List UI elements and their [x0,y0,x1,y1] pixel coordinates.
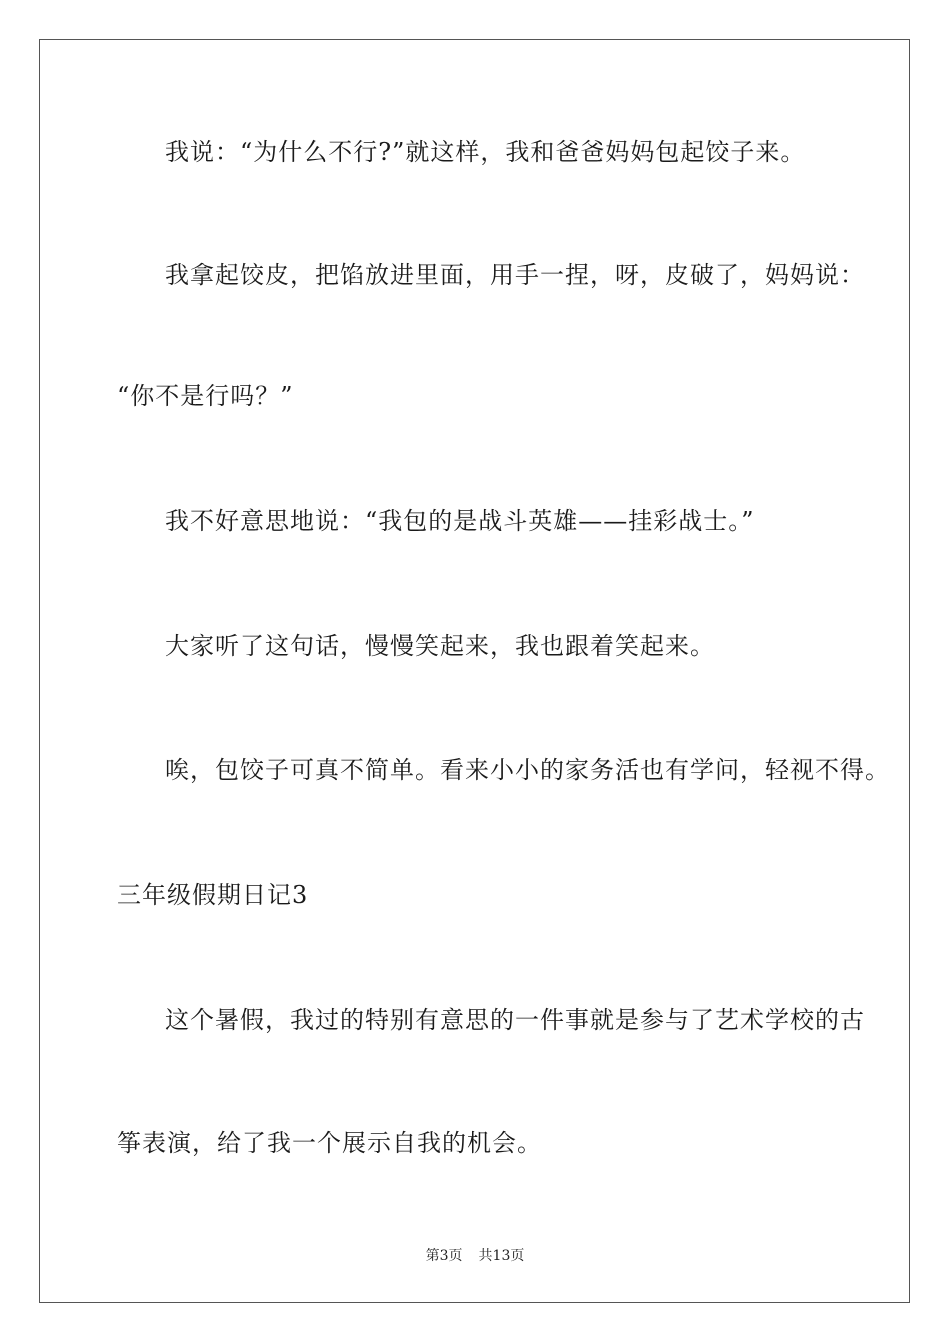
paragraph-line: 大家听了这句话，慢慢笑起来，我也跟着笑起来。 [165,632,715,660]
paragraph-line: 唉，包饺子可真不简单。看来小小的家务活也有学问，轻视不得。 [165,756,890,784]
paragraph-line: “你不是行吗？” [117,382,294,410]
page-footer [0,1246,950,1266]
paragraph-line: 筝表演，给了我一个展示自我的机会。 [117,1129,542,1157]
paragraph-line: 我不好意思地说：“我包的是战斗英雄——挂彩战士。” [165,507,755,535]
paragraph-line: 我拿起饺皮，把馅放进里面，用手一捏，呀，皮破了，妈妈说： [165,261,865,289]
page-total: 共13页 [478,1248,525,1264]
paragraph-line: 这个暑假，我过的特别有意思的一件事就是参与了艺术学校的古 [165,1006,865,1034]
section-heading: 三年级假期日记3 [117,881,309,909]
page-number: 第3页 [425,1248,463,1264]
page-border [39,39,910,1303]
paragraph-line: 我说：“为什么不行?”就这样，我和爸爸妈妈包起饺子来。 [165,138,806,166]
